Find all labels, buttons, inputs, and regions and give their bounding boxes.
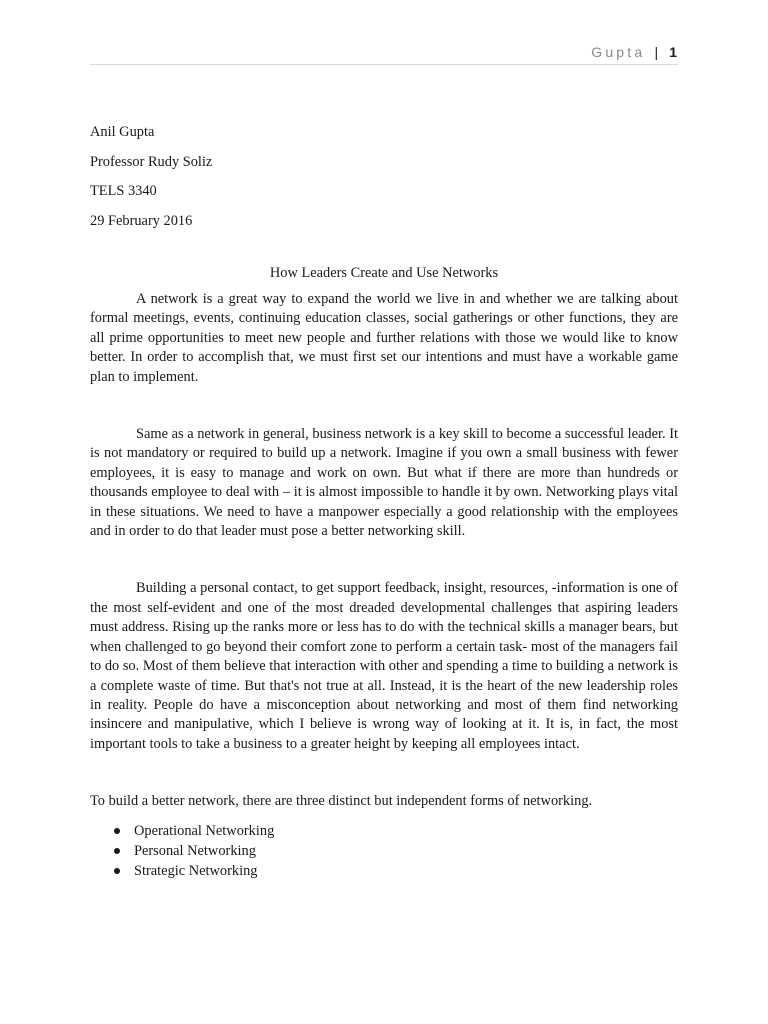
essay-date: 29 February 2016 [90, 212, 193, 229]
paragraph-1: A network is a great way to expand the world we live in and whether we are talking about formal meetings, events, continuing education classes, social gatherings or other functions, they are all prime opportunities to meet new people and further relations with those we would like to know better. In order to accomplish that, we must first set our intentions and must have a workable game plan to implement. [90, 291, 678, 385]
paragraph-3: Building a personal contact, to get support feedback, insight, resources, -information is one of the most self-evident and one of the most dreaded developmental challenges that aspiring leaders must address. Rising up the ranks more or less has to do with the technical skills a manager bears, but when challenged to go beyond their comfort zone to perform a certain task- most of the managers fail to do so. Most of them believe that interaction with other and spending a time to building a network is a complete waste of time. But that's not true at all. Instead, it is the heart of the new leadership roles in reality. People do have a misconception about networking and most of them find networking insincere and manipulative, which I believe is wrong way of looking at it. It is, in fact, the most important tools to take a business to a greater height by keeping all employees intact. [90, 580, 678, 752]
header-page-number: 1 [669, 44, 677, 60]
page-header [591, 44, 677, 60]
header-author: Gupta [591, 44, 646, 60]
networking-forms-list [90, 821, 678, 881]
list-item [90, 861, 678, 881]
paragraph-2: Same as a network in general, business network is a key skill to become a successful leader. It is not mandatory or required to build up a network. Imagine if you own a small business with fewer employees, it is easy to manage and work on own. But what if there are more than hundreds or thousands employee to deal with – it is almost impossible to handle it by own. Networking plays vital in these situations. We need to have a manpower especially a good relationship with the employees and in order to do that leader must pose a better networking skill. [90, 426, 678, 540]
professor-name: Professor Rudy Soliz [90, 153, 213, 170]
list-item-label: Strategic Networking [134, 862, 258, 879]
list-item [90, 841, 678, 861]
document-body [90, 122, 678, 881]
list-item [90, 821, 678, 841]
course-code: TELS 3340 [90, 183, 157, 199]
essay-title: How Leaders Create and Use Networks [269, 265, 499, 281]
list-item-label: Personal Networking [134, 842, 256, 859]
bullet-icon [114, 848, 120, 854]
header-separator: | [654, 44, 659, 60]
header-rule [90, 64, 678, 65]
bullet-icon [114, 828, 120, 834]
list-intro: To build a better network, there are three distinct but independent forms of networking. [90, 793, 593, 810]
student-name: Anil Gupta [90, 124, 155, 140]
list-item-label: Operational Networking [134, 822, 275, 839]
bullet-icon [114, 868, 120, 874]
